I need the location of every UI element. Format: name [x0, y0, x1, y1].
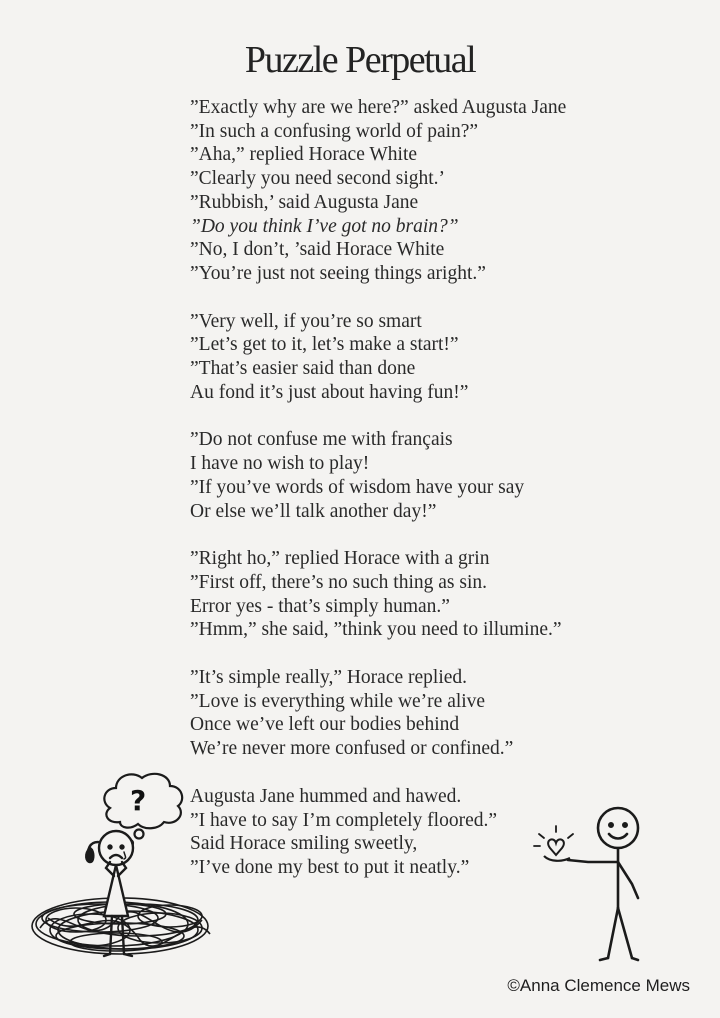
poem-line: ”Do you think I’ve got no brain?”	[190, 215, 459, 237]
horace-illustration	[528, 800, 658, 970]
poem-line: ”Aha,” replied Horace White	[190, 144, 418, 166]
poem-line: ”I’ve done my best to put it neatly.”	[190, 856, 470, 878]
poem-line: ”First off, there’s no such thing as sin.	[190, 571, 487, 593]
poem-title: Puzzle Perpetual	[244, 39, 476, 81]
poem-line: ”Very well, if you’re so smart	[190, 310, 422, 332]
poem-body	[190, 96, 650, 904]
poem-line: ”Do not confuse me with français	[190, 429, 453, 451]
poem-line: ”Right ho,” replied Horace with a grin	[190, 548, 490, 570]
poem-line: ”That’s easier said than done	[190, 358, 416, 380]
poem-line: ”Hmm,” she said, ”think you need to illumine.”	[190, 619, 562, 641]
poem-line: ”Clearly you need second sight.’	[190, 168, 446, 190]
confused-girl-illustration	[20, 768, 240, 968]
stanza-1	[190, 96, 650, 286]
question-mark: ?	[130, 784, 147, 817]
poem-line: Au fond it’s just about having fun!”	[190, 381, 469, 403]
stanza-3	[190, 428, 650, 523]
poem-line: Error yes - that’s simply human.”	[190, 595, 450, 617]
poem-line: ”In such a confusing world of pain?”	[190, 120, 479, 142]
poem-line: We’re never more confused or confined.”	[190, 738, 514, 760]
poem-line: Said Horace smiling sweetly,	[190, 833, 418, 855]
poem-line: ”Love is everything while we’re alive	[190, 690, 486, 712]
poem-line: ”You’re just not seeing things aright.”	[190, 262, 486, 284]
poem-line: Or else we’ll talk another day!”	[190, 500, 437, 522]
poem-line: ”Exactly why are we here?” asked Augusta Jane	[190, 97, 567, 118]
stanza-2	[190, 310, 650, 405]
stanza-4	[190, 547, 650, 642]
poem-line: ”If you’ve words of wisdom have your say	[190, 476, 525, 498]
copyright-credit: ©Anna Clemence Mews	[507, 976, 690, 995]
poem-line: I have no wish to play!	[190, 453, 370, 475]
poem-line: ”Rubbish,’ said Augusta Jane	[190, 191, 419, 213]
heart-icon	[544, 839, 570, 860]
stanza-5	[190, 666, 650, 761]
horace-figure	[568, 808, 638, 960]
poem-line: ”I have to say I’m completely floored.”	[190, 809, 498, 831]
poem-line: ”Let’s get to it, let’s make a start!”	[190, 334, 459, 356]
poem-line: Once we’ve left our bodies behind	[190, 714, 460, 736]
poem-line: Augusta Jane hummed and hawed.	[190, 785, 462, 807]
poem-line: ”It’s simple really,” Horace replied.	[190, 667, 468, 689]
poem-line: ”No, I don’t, ’said Horace White	[190, 239, 445, 261]
